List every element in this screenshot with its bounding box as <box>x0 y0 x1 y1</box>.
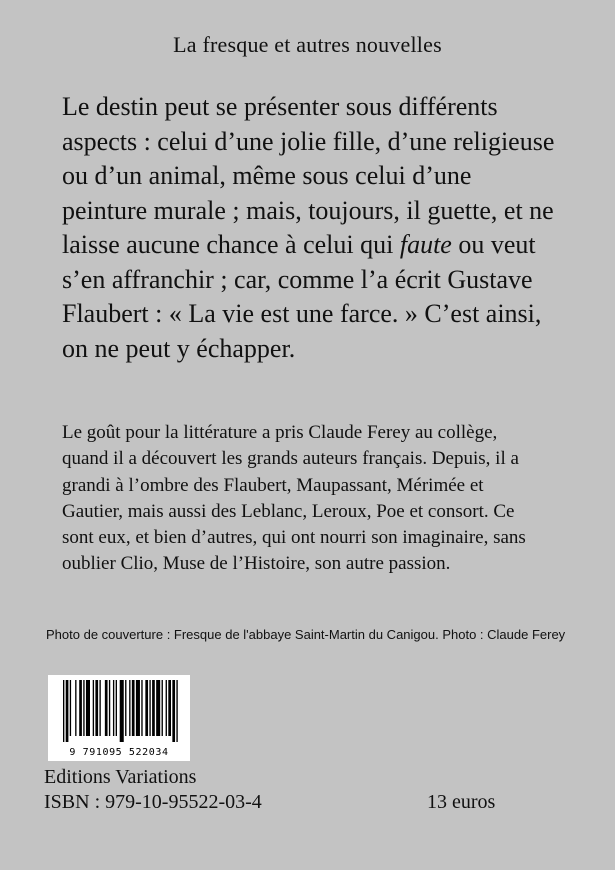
barcode-bar <box>132 680 135 736</box>
barcode-bar <box>113 680 114 736</box>
barcode-bars <box>49 676 189 746</box>
book-title: La fresque et autres nouvelles <box>173 32 442 57</box>
author-bio: Le goût pour la littérature a pris Claude Ferey au collège, quand il a découvert les grands auteurs français. Depuis, il a grandi à l’ombre des Flaubert, Maupassant, Mérimée et Gautier, mais aussi des Leblanc, Leroux, Poe et consort. Ce sont eux, et bien d’autres, qui ont nourri son imaginaire, sans oublier Clio, Muse de l’Histoire, son autre passion. <box>62 422 526 575</box>
barcode-bar <box>109 680 110 736</box>
barcode-bar <box>86 680 90 736</box>
barcode-bar <box>145 680 148 736</box>
barcode-bar <box>136 680 140 736</box>
barcode-number: 9 791095 522034 <box>69 747 169 758</box>
barcode-bar <box>141 680 142 736</box>
barcode-bar <box>172 680 175 742</box>
photo-credit: Photo de couverture : Fresque de l'abbaye Saint-Martin du Canigou. Photo : Claude Ferey <box>46 627 566 642</box>
barcode-bar <box>168 680 171 736</box>
price: 13 euros <box>427 791 496 813</box>
barcode-bar <box>129 680 130 736</box>
barcode-bar <box>79 680 82 736</box>
barcode-bar <box>176 680 177 742</box>
barcode-bar <box>162 680 163 736</box>
blurb-emphasis: faute <box>399 230 452 259</box>
barcode-bar <box>83 680 84 736</box>
barcode-bar <box>116 680 117 736</box>
barcode-bar <box>70 680 71 736</box>
barcode-bar <box>66 680 69 742</box>
barcode-bar <box>93 680 94 736</box>
back-cover-blurb <box>62 90 562 366</box>
isbn-barcode <box>48 675 190 761</box>
barcode-bar <box>152 680 155 736</box>
isbn-number: ISBN : 979-10-95522-03-4 <box>44 791 262 813</box>
barcode-bar <box>75 680 76 736</box>
barcode-bar <box>105 680 108 736</box>
barcode-bar <box>95 680 98 736</box>
barcode-bar <box>120 680 124 742</box>
barcode-bar <box>99 680 100 736</box>
barcode-bar <box>63 680 64 742</box>
blurb-text-end: ou veut s’en affranchir ; car, comme l’a écrit Gustave Flaubert : « La vie est une farce. » C’est ainsi, on ne peut y échapper. <box>62 230 542 363</box>
blurb-text-start: Le destin peut se présenter sous différents aspects : celui d’une jolie fille, d’une religieuse ou d’un animal, même sous celui d’une peinture murale ; mais, toujours, il guette, et ne laisse aucune chance à celui qui <box>62 92 555 259</box>
barcode-bar <box>166 680 167 736</box>
publisher-name: Editions Variations <box>44 766 197 788</box>
barcode-bar <box>156 680 160 736</box>
barcode-bar <box>125 680 126 736</box>
barcode-bar <box>149 680 150 736</box>
